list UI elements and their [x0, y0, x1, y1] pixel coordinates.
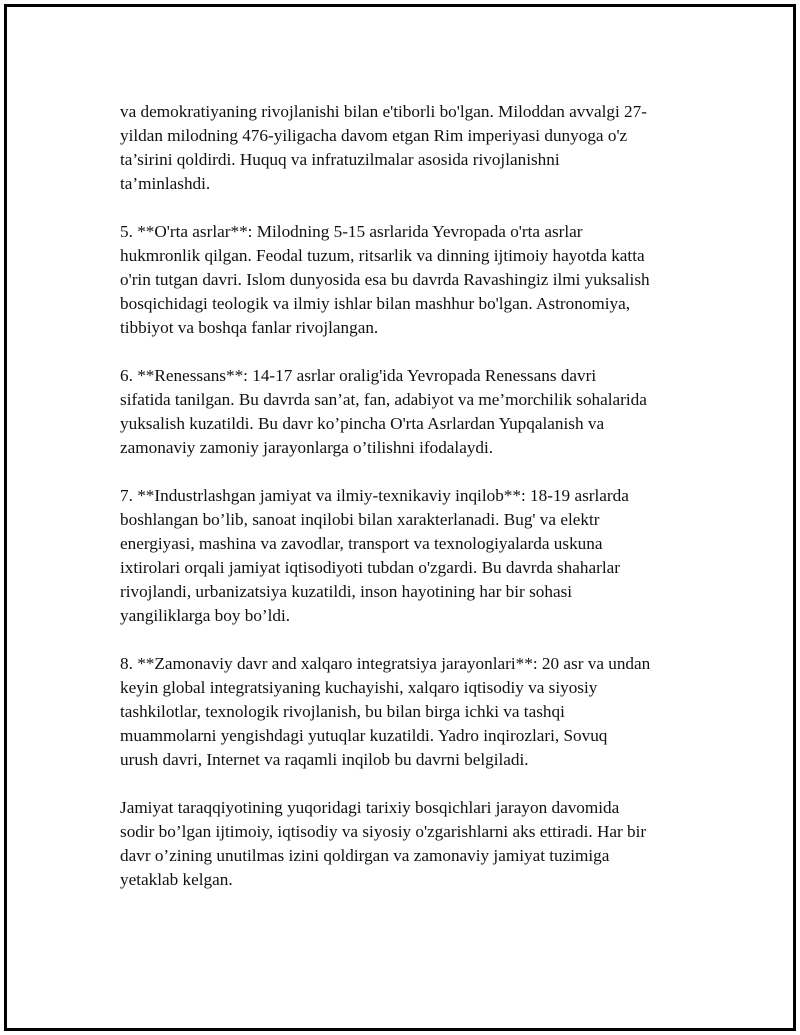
- paragraph-rome-continuation: va demokratiyaning rivojlanishi bilan e'tiborli bo'lgan. Miloddan avvalgi 27- yildan milodning 476-yiligacha davom etgan Rim imperiyasi dunyoga o'z ta’sirini qoldirdi. Huquq va infratuzilmalar asosida rivojlanishni ta’minlashdi.: [120, 102, 647, 193]
- paragraph-industrial-revolution: 7. **Industrlashgan jamiyat va ilmiy-texnikaviy inqilob**: 18-19 asrlarda boshlangan bo’lib, sanoat inqilobi bilan xarakterlanadi. Bug' va elektr energiyasi, mashina va zavodlar, transport va texnologiyalarda uskuna ixtirolari orqali jamiyat iqtisodiyoti tubdan o'zgardi. Bu davrda shaharlar rivojlandi, urbanizatsiya kuzatildi, inson hayotining har bir sohasi yangiliklarga boy bo’ldi.: [120, 486, 629, 625]
- paragraph-conclusion: Jamiyat taraqqiyotining yuqoridagi tarixiy bosqichlari jarayon davomida sodir bo’lgan ijtimoiy, iqtisodiy va siyosiy o'zgarishlarni aks ettiradi. Har bir davr o’zining unutilmas izini qoldirgan va zamonaviy jamiyat tuzimiga yetaklab kelgan.: [120, 798, 647, 889]
- paragraph-middle-ages: 5. **O'rta asrlar**: Milodning 5-15 asrlarida Yevropada o'rta asrlar hukmronlik qilgan. Feodal tuzum, ritsarlik va dinning ijtimoiy hayotda katta o'rin tutgan davri. Islom dunyosida esa bu davrda Ravashingiz ilmi yuksalish bosqichidagi teologik va ilmiy ishlar bilan mashhur bo'lgan. Astronomiya, tibbiyot va boshqa fanlar rivojlangan.: [120, 222, 650, 337]
- paragraph-modern-era: 8. **Zamonaviy davr and xalqaro integratsiya jarayonlari**: 20 asr va undan keyin global integratsiyaning kuchayishi, xalqaro iqtisodiy va siyosiy tashkilotlar, texnologik rivojlanish, bu bilan birga ichki va tashqi muammolarni yengishdagi yutuqlar kuzatildi. Yadro inqirozlari, Sovuq urush davri, Internet va raqamli inqilob bu davrni belgiladi.: [120, 654, 651, 769]
- document-body: [120, 100, 695, 916]
- document-page: [4, 4, 796, 1031]
- paragraph-renaissance: 6. **Renessans**: 14-17 asrlar oralig'ida Yevropada Renessans davri sifatida tanilgan. Bu davrda san’at, fan, adabiyot va me’morchilik sohalarida yuksalish kuzatildi. Bu davr ko’pincha O'rta Asrlardan Yupqalanish va zamonaviy zamoniy jarayonlarga o’tilishni ifodalaydi.: [120, 366, 647, 457]
